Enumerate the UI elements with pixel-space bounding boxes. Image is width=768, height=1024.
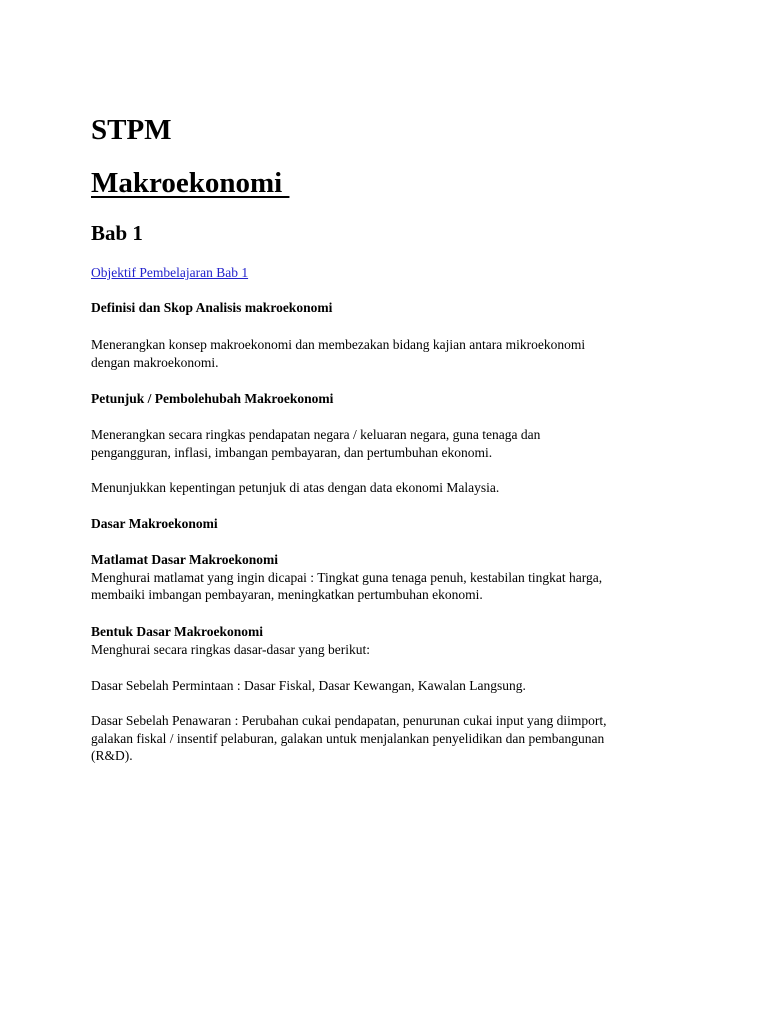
penawaran-text-line3: (R&D). — [91, 748, 133, 763]
penawaran-text-line2: galakan fiskal / insentif pelaburan, galakan untuk menjalankan penyelidikan dan pembangunan — [91, 730, 605, 746]
subject-title: Makroekonomi — [91, 167, 290, 199]
matlamat-heading: Matlamat Dasar Makroekonomi — [91, 552, 278, 567]
definisi-text-line2: dengan makroekonomi. — [91, 354, 219, 370]
petunjuk-paragraph — [91, 426, 681, 461]
penawaran-text-line1: Dasar Sebelah Penawaran : Perubahan cukai pendapatan, penurunan cukai input yang diimport, — [91, 713, 607, 728]
definisi-heading: Definisi dan Skop Analisis makroekonomi — [91, 300, 333, 315]
bentuk-section — [91, 623, 681, 658]
bentuk-heading: Bentuk Dasar Makroekonomi — [91, 624, 264, 639]
petunjuk-paragraph-2 — [91, 479, 681, 497]
petunjuk-text-line2: pengangguran, inflasi, imbangan pembayaran, dan pertumbuhan ekonomi. — [91, 444, 493, 460]
dasar-heading: Dasar Makroekonomi — [91, 516, 218, 531]
bentuk-text: Menghurai secara ringkas dasar-dasar yang berikut: — [91, 641, 370, 657]
petunjuk-heading: Petunjuk / Pembolehubah Makroekonomi — [91, 391, 334, 406]
penawaran-paragraph — [91, 712, 681, 765]
matlamat-section — [91, 551, 681, 604]
matlamat-text-line2: membaiki imbangan pembayaran, meningkatkan pertumbuhan ekonomi. — [91, 587, 483, 602]
chapter-title: Bab 1 — [91, 221, 143, 245]
matlamat-text-line1: Menghurai matlamat yang ingin dicapai : Tingkat guna tenaga penuh, kestabilan tingkat harga, — [91, 569, 603, 585]
petunjuk-section — [91, 390, 681, 408]
definisi-text-line1: Menerangkan konsep makroekonomi dan membezakan bidang kajian antara mikroekonomi — [91, 337, 586, 352]
permintaan-paragraph — [91, 677, 681, 695]
dasar-section — [91, 515, 681, 533]
permintaan-text: Dasar Sebelah Permintaan : Dasar Fiskal, Dasar Kewangan, Kawalan Langsung. — [91, 678, 526, 693]
definisi-section — [91, 299, 681, 317]
definisi-paragraph — [91, 336, 681, 371]
petunjuk-text2: Menunjukkan kepentingan petunjuk di atas dengan data ekonomi Malaysia. — [91, 480, 500, 495]
document-title: STPM — [91, 114, 172, 146]
objektif-link[interactable]: Objektif Pembelajaran Bab 1 — [91, 265, 249, 280]
petunjuk-text-line1: Menerangkan secara ringkas pendapatan negara / keluaran negara, guna tenaga dan — [91, 427, 541, 442]
